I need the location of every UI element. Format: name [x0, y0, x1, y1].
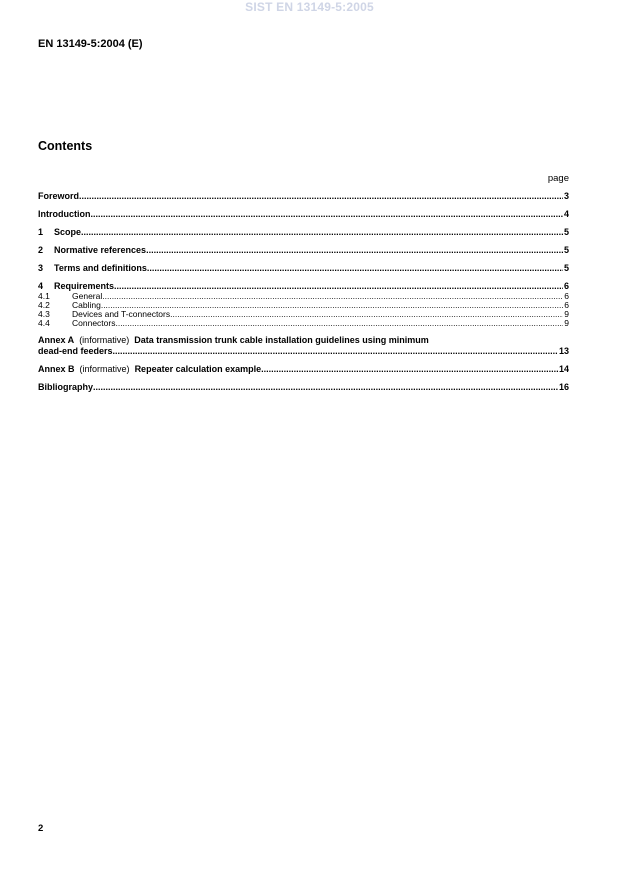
- toc-entry-foreword[interactable]: [38, 191, 569, 202]
- toc-entry-number: 4.3: [38, 309, 50, 319]
- toc-entry-page: 5: [563, 245, 569, 255]
- dot-leader: [146, 245, 563, 256]
- toc-subentry-connectors[interactable]: [38, 319, 569, 328]
- annex-title-line1: Data transmission trunk cable installation guidelines using minimum: [134, 335, 429, 345]
- toc-entry-page: 9: [564, 318, 569, 328]
- document-id: EN 13149-5:2004 (E): [38, 38, 143, 50]
- toc-entry-number: 1: [38, 227, 44, 237]
- dot-leader: [114, 281, 563, 292]
- toc-entry-title: Foreword: [38, 191, 80, 201]
- annex-type: (informative): [79, 364, 130, 374]
- annex-label: Annex A: [38, 335, 75, 345]
- dot-leader: [115, 319, 563, 328]
- dot-leader: [102, 292, 563, 301]
- toc-entry-annex-b[interactable]: [38, 364, 569, 375]
- toc-entry-number: 4: [38, 281, 44, 291]
- dot-leader: [261, 364, 558, 375]
- toc-entry-title: Normative references: [54, 245, 147, 255]
- annex-title-line2: dead-end feeders: [38, 346, 113, 356]
- dot-leader: [101, 301, 563, 310]
- dot-leader: [81, 227, 563, 238]
- toc-entry-number: 4.4: [38, 318, 50, 328]
- toc-entry-page: 16: [558, 382, 569, 392]
- toc-subentry-cabling[interactable]: [38, 301, 569, 310]
- toc-entry-page: 6: [564, 300, 569, 310]
- annex-label: Annex B: [38, 364, 75, 374]
- toc-entry-title: Requirements: [54, 281, 115, 291]
- toc-entry-scope[interactable]: [38, 227, 569, 238]
- contents-title: Contents: [38, 139, 93, 153]
- toc-entry-number: 4.1: [38, 291, 50, 301]
- dot-leader: [147, 263, 563, 274]
- toc-entry-title: Connectors: [72, 318, 116, 328]
- table-of-contents: [38, 191, 569, 393]
- toc-entry-page: 3: [563, 191, 569, 201]
- toc-entry-page: 14: [558, 364, 569, 374]
- toc-entry-page: 4: [563, 209, 569, 219]
- dot-leader: [91, 209, 563, 220]
- toc-entry-page: 9: [564, 309, 569, 319]
- toc-entry-bibliography[interactable]: [38, 382, 569, 393]
- toc-entry-introduction[interactable]: [38, 209, 569, 220]
- dot-leader: [113, 346, 558, 357]
- toc-entry-number: 4.2: [38, 300, 50, 310]
- toc-subentry-devices-t-connectors[interactable]: [38, 310, 569, 319]
- toc-entry-requirements[interactable]: [38, 281, 569, 292]
- toc-entry-page: 5: [563, 227, 569, 237]
- toc-entry-title: Cabling: [72, 300, 101, 310]
- toc-entry-number: 2: [38, 245, 44, 255]
- toc-subentry-general[interactable]: [38, 292, 569, 301]
- toc-entry-page: 5: [563, 263, 569, 273]
- toc-entry-page: 13: [558, 346, 569, 356]
- page-number: 2: [38, 823, 44, 834]
- toc-entry-title: Scope: [54, 227, 82, 237]
- toc-entry-page: 6: [564, 291, 569, 301]
- dot-leader: [93, 382, 558, 393]
- page-column-label: page: [547, 173, 569, 184]
- toc-entry-title: Devices and T-connectors: [72, 309, 171, 319]
- dot-leader: [79, 191, 563, 202]
- dot-leader: [170, 310, 563, 319]
- toc-entry-title: General: [72, 291, 103, 301]
- toc-entry-page: 6: [563, 281, 569, 291]
- watermark: SIST EN 13149-5:2005: [245, 0, 374, 14]
- toc-entry-terms-definitions[interactable]: [38, 263, 569, 274]
- annex-type: (informative): [79, 335, 130, 345]
- annex-title: Repeater calculation example: [134, 364, 262, 374]
- toc-entry-title: Terms and definitions: [54, 263, 147, 273]
- toc-entry-annex-a[interactable]: [38, 335, 569, 357]
- toc-entry-title: Introduction: [38, 209, 91, 219]
- toc-entry-normative-references[interactable]: [38, 245, 569, 256]
- toc-entry-number: 3: [38, 263, 44, 273]
- toc-entry-title: Bibliography: [38, 382, 94, 392]
